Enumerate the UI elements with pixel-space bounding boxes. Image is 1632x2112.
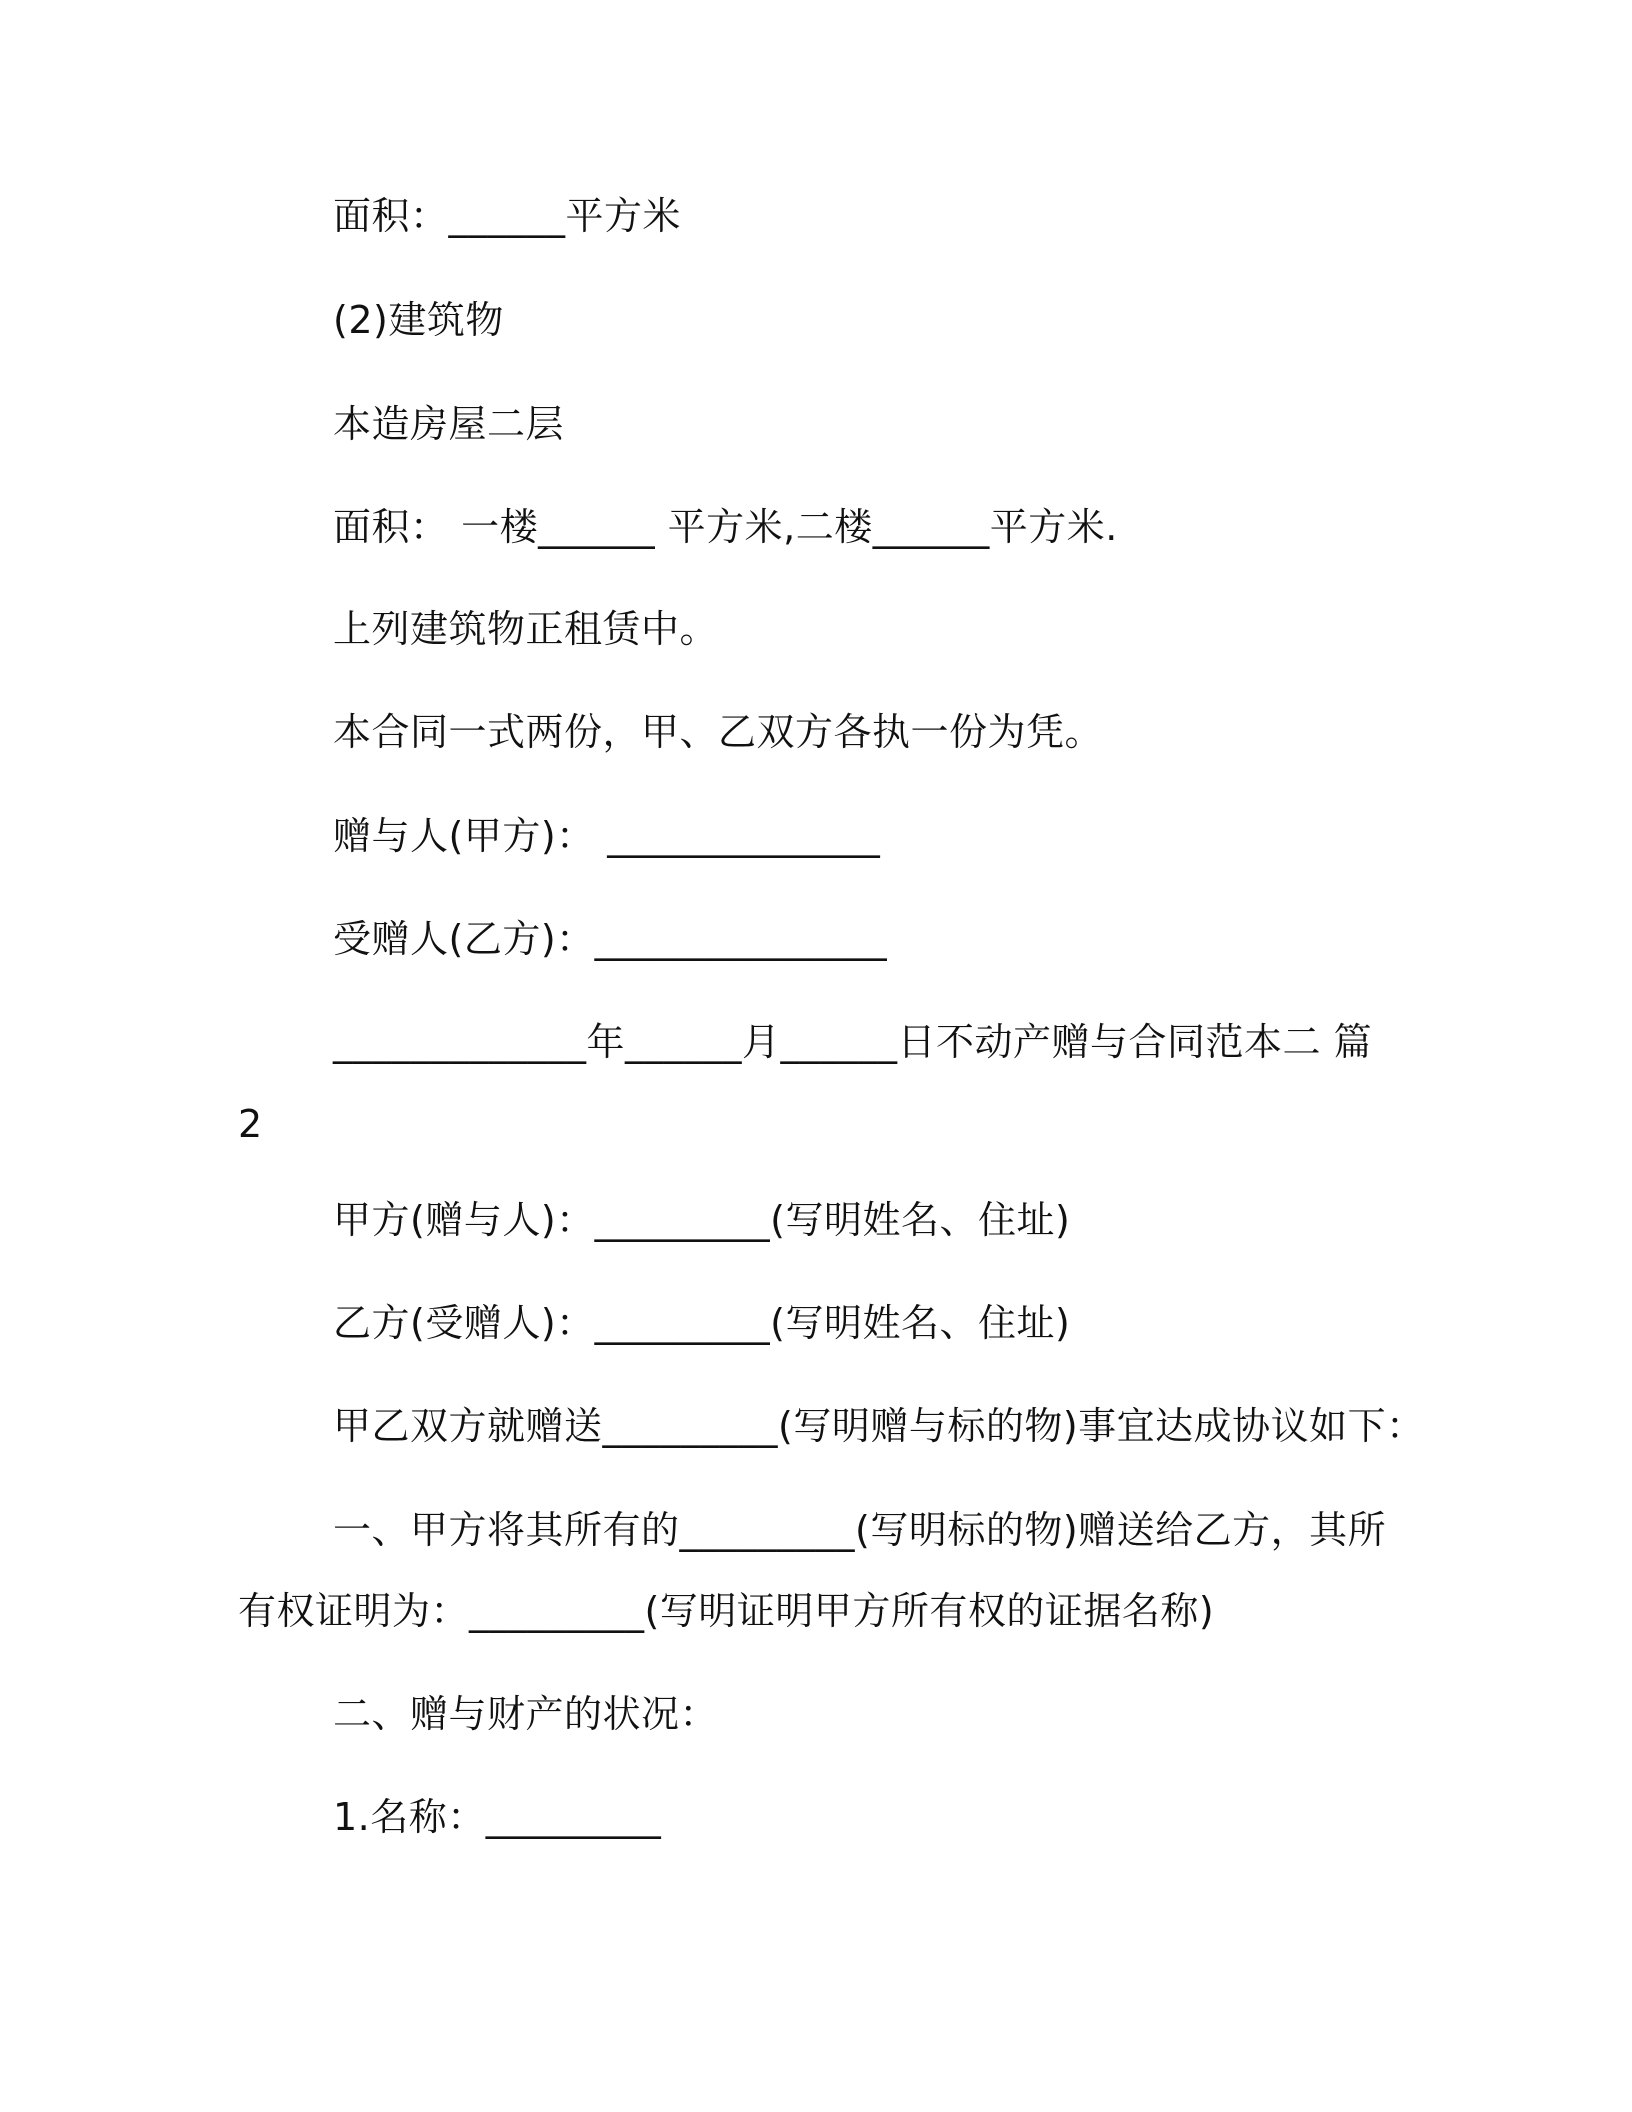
title-continuation: 2 — [238, 1102, 263, 1146]
clause-one-line2: 有权证明为：_________(写明证明甲方所有权的证据名称) — [238, 1589, 1215, 1633]
date-and-title-line: _____________年______月______日不动产赠与合同范本二 篇 — [333, 1020, 1373, 1064]
donor-signature-line: 赠与人(甲方)： ______________ — [333, 814, 881, 858]
floor-area-line: 面积： 一楼______ 平方米,二楼______平方米. — [333, 505, 1118, 549]
copies-clause: 本合同一式两份，甲、乙双方各执一份为凭。 — [333, 710, 1104, 754]
party-a-line: 甲方(赠与人)：_________(写明姓名、住址) — [333, 1198, 1071, 1242]
item-name-line: 1.名称：_________ — [333, 1795, 662, 1839]
clause-two-heading: 二、赠与财产的状况： — [333, 1692, 719, 1736]
agreement-intro: 甲乙双方就赠送_________(写明赠与标的物)事宜达成协议如下： — [333, 1404, 1425, 1448]
party-b-line: 乙方(受赠人)：_________(写明姓名、住址) — [333, 1301, 1071, 1345]
building-heading: (2)建筑物 — [333, 298, 504, 342]
house-floors-line: 本造房屋二层 — [333, 402, 565, 446]
lease-status-line: 上列建筑物正租赁中。 — [333, 607, 719, 651]
donee-signature-line: 受赠人(乙方)：_______________ — [333, 917, 888, 961]
clause-one-line1: 一、甲方将其所有的_________(写明标的物)赠送给乙方，其所 — [333, 1508, 1387, 1552]
area-line: 面积：______平方米 — [333, 194, 682, 238]
